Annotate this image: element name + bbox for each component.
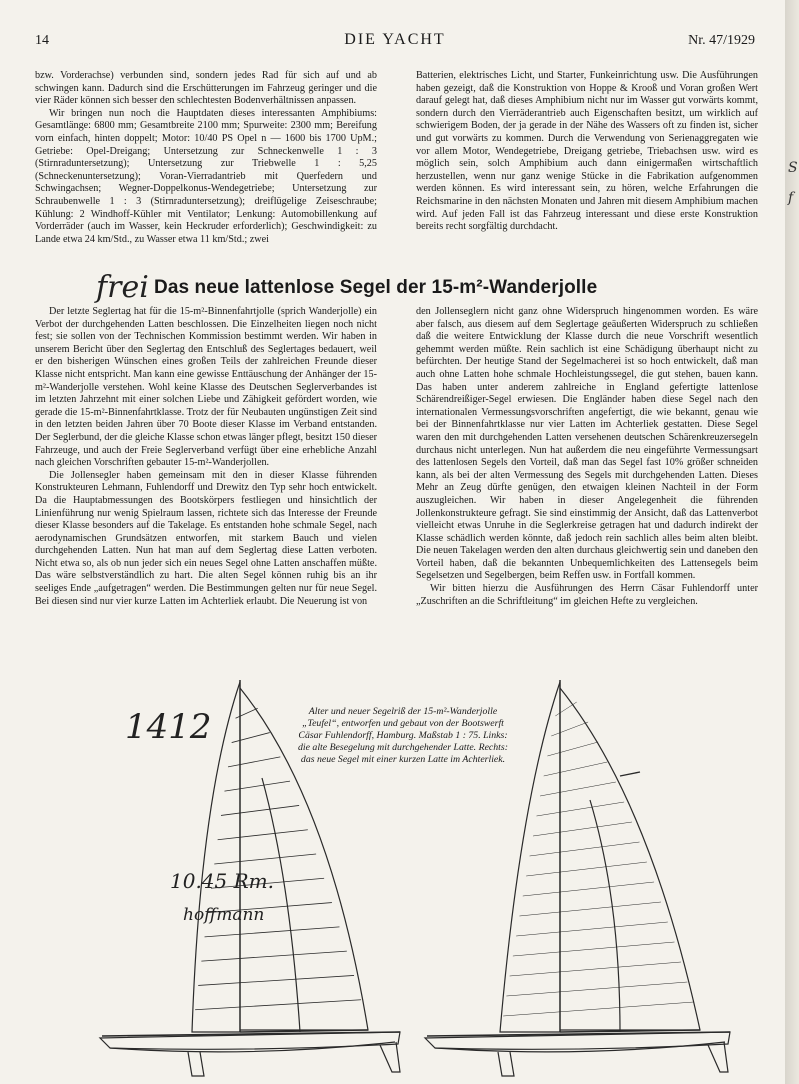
- batten-line: [198, 975, 354, 985]
- margin-handwriting-2: f: [788, 190, 794, 206]
- sail-panel-seam: [536, 802, 624, 816]
- margin-handwriting-1: S: [788, 160, 798, 176]
- paragraph: Batterien, elektrisches Licht, und Starter, Funkeinrichtung usw. Die Ausführungen haben gezeigt, daß die Konstruktion von Hoppe & Krooß und Voran großen Wert darauf gelegt hat, daß dieses Amphibium nicht nur im Wasser gut vorwärts kommt, sondern durch den Vierräderantrieb auch Eigenschaften besitzt, um wirklich auf schwierigem Boden, der ja gerade in der Nähe des Wassers oft zu finden ist, sicher und gut vorwärts zu kommen. Durch die Verwendung von Serienaggregaten wie vor allem Motor, Wendegetriebe, Dreigang getriebe, Triebachsen usw. wird es möglich sein, solch Amphibium auch dann einigermaßen wirtschaftlich herzustellen, wenn nur ganz wenige Stücke in die Fabrikation aufgenommen werden können. Es wird interessant sein, zu hören, welche Erfahrungen die Reichsmarine in den nächsten Monaten und Jahren mit diesem Amphibium machen wird. Auf jeden Fall ist das Fahrzeug interessant und diese erste Konstruktion bereits recht sorgfältig durchdacht.: [416, 70, 758, 233]
- batten-line: [218, 830, 308, 840]
- handwritten-frei: frei: [96, 270, 149, 305]
- paragraph: bzw. Vorderachse) verbunden sind, sondern jedes Rad für sich auf und ab schwingen kann. Dadurch sind die Erschütterungen im Fahrzeug geringer und die vier Räder können sich besser den schlechtesten Bodenverhältnissen anpassen.: [35, 70, 377, 107]
- left-rudder: [380, 1042, 400, 1072]
- sail-panel-seam: [526, 862, 647, 876]
- magazine-title: DIE YACHT: [344, 31, 446, 48]
- sail-panel-seam: [544, 762, 608, 776]
- sail-panel-seam: [555, 702, 576, 716]
- sail-panel-seam: [519, 902, 661, 916]
- right-short-batten: [620, 772, 640, 776]
- batten-line: [228, 757, 280, 767]
- handwritten-number: 1412: [125, 707, 212, 747]
- page-header: [35, 33, 755, 53]
- sail-panel-seam: [540, 782, 616, 796]
- right-sail-panels: [503, 702, 694, 1016]
- sail-panel-seam: [506, 982, 687, 996]
- sail-plan-figure: [0, 680, 799, 1084]
- sail-panel-seam: [513, 942, 675, 956]
- sail-panel-seam: [551, 722, 588, 736]
- article-left-column: [35, 306, 377, 608]
- top-right-column: [416, 70, 758, 234]
- article-headline: Das neue lattenlose Segel der 15-m²-Wanderjolle: [154, 277, 598, 298]
- batten-line: [214, 854, 316, 864]
- paragraph: Wir bringen nun noch die Hauptdaten dieses interessanten Amphibiums: Gesamtlänge: 6800 mm; Gesamtbreite 2100 mm; Spurweite: 2300 mm; Bereifung vorn einfach, hinten doppelt; Motor: 10/40 PS Opel n — 1600 bis 1700 UpM.; Getriebe: Opel-Dreigang; Untersetzung zur Schneckenwelle 1 : 3 (Stirnraduntersetzung); Untersetzung zur Triebwelle 1 : 5,25 (Schneckenuntersetzung); Voran-Vierradantrieb mit Querfedern und Schwingachsen; Wegner-Doppelkonus-Wendegetriebe; Untersetzung zur Schraubenwelle 1 : 3 (Stirnraduntersetzung); dreiflügelige Zeiseschraube; Kühlung: 2 Windhoff-Kühler mit Ventilator; Lenkung: Automobillenkung auf Vorderräder (auch im Wasser, kein Heckruder erforderlich); Geschwindigkeit: zu Lande etwa 24 km/Std., zu Wasser etwa 11 km/Std.; zwei: [35, 107, 377, 245]
- sail-panel-seam: [516, 922, 668, 936]
- batten-line: [201, 951, 346, 961]
- sail-panel-seam: [523, 882, 654, 896]
- top-left-column: [35, 70, 377, 246]
- sail-panel-seam: [530, 842, 640, 856]
- batten-line: [195, 1000, 361, 1010]
- article-right-column: [416, 306, 758, 608]
- paragraph: Die Jollensegler haben gemeinsam mit den in dieser Klasse führenden Konstrukteuren Lehmann, Fuhlendorff und Drewitz den Typ sehr hoch entwickelt. Da die Hauptabmessungen des Bootskörpers festliegen und hinsichtlich der Linienführung nur wenig Spielraum lassen, richtete sich das Interesse der Freunde dieser Klasse besonders auf die Takelage. Es entstanden hohe schmale Segel, nach aerodynamischen Grundsätzen entworfen, mit starkem Bauch und vielen durchgehenden Latten. Nun hat man auf dem Seglertag diese Latten verboten. Nicht etwa so, als ob nun jeder sich ein neues Segel ohne Latten anschaffen müßte. Das wäre selbstverständlich zu hart. Die alten Segel können ruhig bis an ihr seeliges Ende „aufgetragen“ werden. Die Bestimmungen gelten nur für neue Segel. Bei diesen sind nur vier kurze Latten im Achterliek erlaubt. Die Neuerung ist von: [35, 469, 377, 607]
- batten-line: [236, 708, 258, 718]
- batten-line: [224, 781, 290, 791]
- right-rudder: [708, 1042, 728, 1072]
- right-hull-keel: [435, 1042, 725, 1052]
- sail-panel-seam: [533, 822, 632, 836]
- left-jib-leech: [262, 778, 300, 1032]
- batten-line: [232, 733, 270, 743]
- right-jib-leech: [590, 800, 620, 1032]
- batten-line: [205, 927, 340, 937]
- left-battens: [195, 708, 361, 1009]
- right-boat-drawing: [425, 680, 730, 1076]
- right-centerboard: [498, 1052, 514, 1076]
- right-jib: [500, 682, 560, 1032]
- sail-panel-seam: [503, 1002, 694, 1016]
- issue-number: Nr. 47/1929: [688, 33, 755, 48]
- handwritten-price: 10.45 Rm.: [170, 869, 274, 893]
- paragraph: Der letzte Seglertag hat für die 15-m²-Binnenfahrtjolle (sprich Wanderjolle) ein Verbot der durchgehenden Latten beschlossen. Die Einzelheiten liegen noch nicht fest; sie sollen von der Technischen Kommission bestimmt werden. Wir haben in unserem Bericht über den Seglertag den Entschluß des Seglertages bedauert, weil er den bisherigen Wünschen eines großen Teils der zahlreichen Freunde dieser Klasse nicht entspricht. Man kann eine gewisse Enttäuschung der Anhänger der 15-m²-Wanderjolle verstehen. Wohl keine Klasse des Deutschen Seglerverbandes ist im letzten Jahrzehnt mit einer solchen Liebe und Zähigkeit gefördert worden, wie gerade die 15-m²-Binnenfahrtklasse. Trotz der für Neubauten ungünstigen Zeit sind in den letzten beiden Jahren über 70 Boote dieser Klasse im Verband entstanden. Der Seglerbund, der die gleiche Klasse schon etwas länger pflegt, besitzt 150 dieser Fahrzeuge, und auch der Freie Seglerverband verfügt über eine erhebliche Anzahl nach gleichen Vorschriften gebauter 15-m²-Wanderjollen.: [35, 306, 377, 469]
- right-mainsail: [560, 688, 700, 1030]
- sail-panel-seam: [547, 742, 598, 756]
- left-centerboard: [188, 1052, 204, 1076]
- page-number: 14: [35, 33, 49, 48]
- figure-caption: Alter und neuer Segelriß der 15-m²-Wanderjolle „Teufel“, entworfen und gebaut von der Bootswerft Cäsar Fuhlendorff, Hamburg. Maßstab 1 : 75. Links: die alte Besegelung mit durchgehender Latte. Rechts: das neue Segel mit einer kurzen Latte im Achterliek.: [298, 706, 508, 765]
- left-hull-keel: [110, 1042, 395, 1052]
- paragraph: Wir bitten hierzu die Ausführungen des Herrn Cäsar Fuhlendorff unter „Zuschriften an die Schriftleitung“ im gleichen Hefte zu vergleichen.: [416, 583, 758, 607]
- handwritten-name: hoffmann: [183, 905, 265, 925]
- sail-panel-seam: [510, 962, 681, 976]
- batten-line: [221, 805, 299, 815]
- paragraph: den Jollenseglern nicht ganz ohne Widerspruch hingenommen worden. Es wäre aber falsch, aus diesem auf dem Seglertage geäußerten Widerspruch zu schließen daß die weitere Entwicklung der Klasse durch die neue Vorschrift wesentlich gehemmt werden müßte. Rein sachlich ist eine Schädigung überhaupt nicht zu befürchten. Der heutige Stand der Segelmacherei ist so hoch entwickelt, daß man auch ohne Latten hohe schmale Hochleistungssegel, die gut stehen, bauen kann. Das haben unter anderem zahlreiche in England gefertigte lattenlose Schärendreißiger-Segel erwiesen. Die Engländer haben diese Segel nach den internationalen Vermessungsvorschriften angefertigt, die wie bekannt, genau wie bei der Binnenfahrtklasse nur vier Latten im Achterliek gestatten. Diese Segel waren den mit durchgehenden Latten versehenen deutschen Schärenkreuzersegeln durchaus nicht unterlegen. Nun hat außerdem die neu eingeführte Vermessungsart des lattenlosen Segels den Vorteil, daß man das Segel fast 10% größer schneiden kann, als bei der alten Vermessung des Segels mit durchgehenden Latten. Dieses Mehr an Zeug dürfte genügen, den etwaigen kleinen Nachteil in der Form auszugleichen. Wir haben in dieser Angelegenheit die führenden Jollenkonstrukteure gefragt. Sie sind einstimmig der Ansicht, daß das Lattenverbot vielleicht etwas Unruhe in die Seglerkreise getragen hat und dadurch indirekt der Klasse schädlich werden könnte, daß jedoch rein sachlich alles beim alten bleibt. Die neuen Takelagen werden den alten durchaus gleichwertig sein und daneben den Vorteil haben, daß die bekannten Unbequemlichkeiten des Lattensegels beim Segelsetzen und Segelbergen, beim Reffen usw. in Fortfall kommen.: [416, 306, 758, 582]
